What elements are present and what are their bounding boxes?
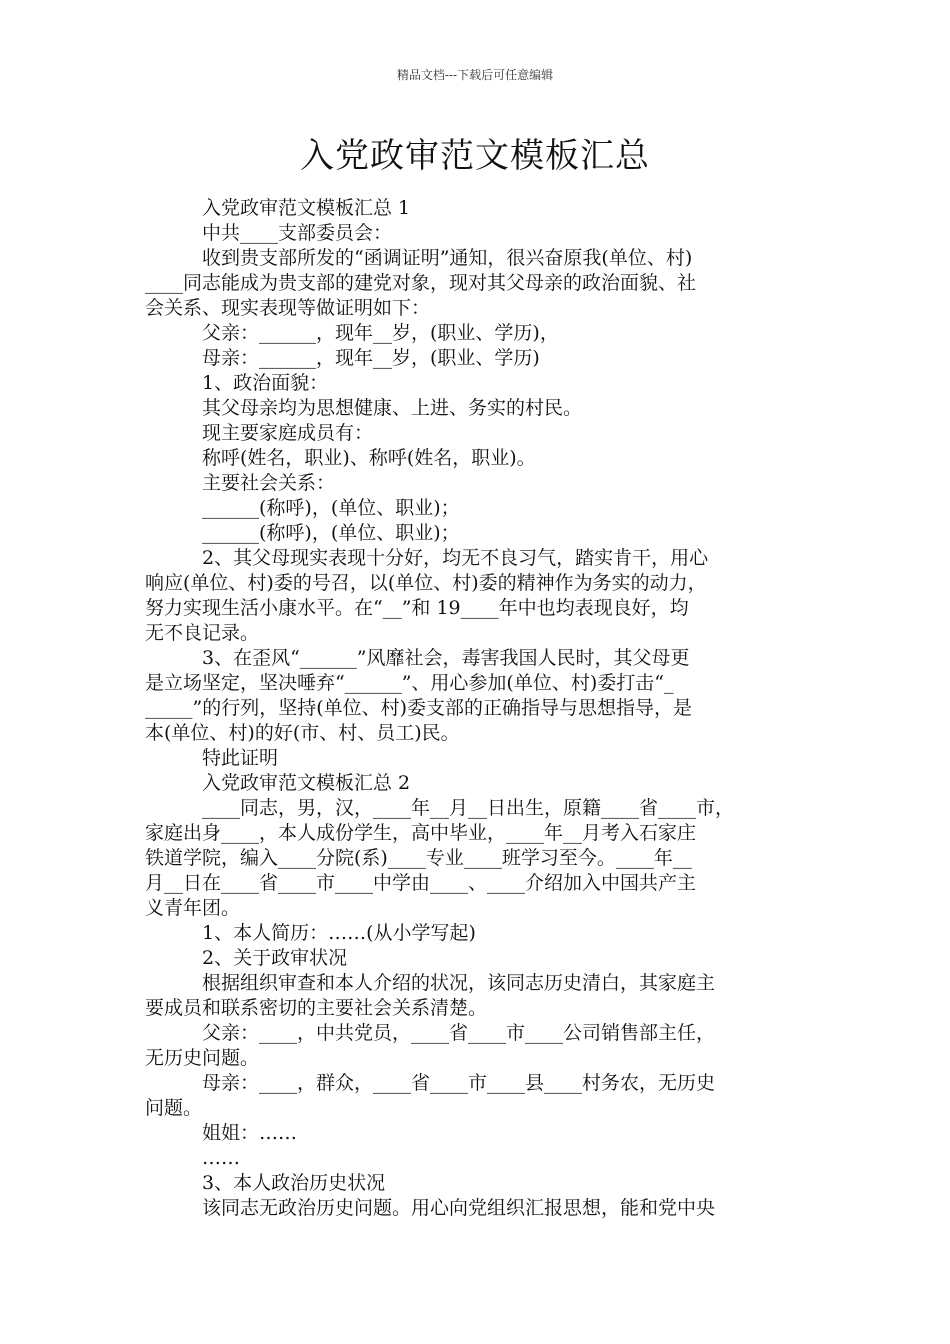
text-line: ……: [202, 1147, 240, 1169]
text-line: 收到贵支部所发的“函调证明”通知，很兴奋原我(单位、村): [202, 247, 693, 269]
text-line: 努力实现生活小康水平。在“__”和 19____年中也均表现良好，均: [145, 597, 689, 619]
text-line: 姐姐：……: [202, 1122, 298, 1144]
text-line: 是立场坚定，坚决唾弃“______”、用心参加(单位、村)委打击“_: [145, 672, 674, 694]
text-line: 1、政治面貌：: [202, 372, 329, 394]
text-line: 该同志无政治历史问题。用心向党组织汇报思想，能和党中央: [202, 1197, 716, 1219]
text-line: 义青年团。: [145, 897, 241, 919]
text-line: ______(称呼)，(单位、职业)；: [202, 522, 460, 544]
text-line: ______(称呼)，(单位、职业)；: [202, 497, 460, 519]
text-line: 无历史问题。: [145, 1047, 260, 1069]
text-line: 根据组织审查和本人介绍的状况，该同志历史清白，其家庭主: [202, 972, 716, 994]
text-line: 现主要家庭成员有：: [202, 422, 374, 444]
page-header: 精品文档---下载后可任意编辑: [396, 68, 554, 82]
text-line: 要成员和联系密切的主要社会关系清楚。: [145, 997, 488, 1019]
text-line: 会关系、现实表现等做证明如下：: [145, 297, 431, 319]
text-line: 主要社会关系：: [202, 472, 336, 494]
text-line: 响应(单位、村)委的号召，以(单位、村)委的精神作为务实的动力，: [145, 572, 707, 594]
text-line: ____同志，男，汉，____年__月__日出生，原籍____省____市，: [202, 797, 735, 819]
text-line: 2、其父母现实表现十分好，均无不良习气，踏实肯干，用心: [202, 547, 709, 569]
text-line: 3、在歪风“______”风靡社会，毒害我国人民时，其父母更: [202, 647, 690, 669]
text-line: 月__日在____省____市____中学由____、____介绍加入中国共产主: [145, 872, 697, 894]
document-title: 入党政审范文模板汇总: [300, 136, 650, 176]
text-line: 本(单位、村)的好(市、村、员工)民。: [145, 722, 460, 744]
text-line: 入党政审范文模板汇总 2: [202, 772, 411, 794]
text-line: 家庭出身____，本人成份学生，高中毕业，____年__月考入石家庄: [145, 822, 697, 844]
text-line: 1、本人简历：……(从小学写起): [202, 922, 476, 944]
text-line: _____”的行列，坚持(单位、村)委支部的正确指导与思想指导，是: [145, 697, 693, 719]
document-body: [145, 196, 807, 1221]
text-line: 称呼(姓名，职业)、称呼(姓名，职业)。: [202, 447, 536, 469]
text-line: 中共____支部委员会：: [202, 222, 393, 244]
text-line: 特此证明: [202, 747, 279, 769]
text-line: 母亲：____，群众，____省____市____县____村务农，无历史: [202, 1072, 716, 1094]
text-line: 父亲：______，现年__岁，(职业、学历)，: [202, 322, 559, 344]
text-line: 2、关于政审状况: [202, 947, 348, 969]
text-line: 母亲：______，现年__岁，(职业、学历): [202, 347, 540, 369]
text-line: 其父母亲均为思想健康、上进、务实的村民。: [202, 397, 583, 419]
text-line: 3、本人政治历史状况: [202, 1172, 386, 1194]
text-line: ____同志能成为贵支部的建党对象，现对其父母亲的政治面貌、社: [145, 272, 697, 294]
text-line: 无不良记录。: [145, 622, 260, 644]
text-line: 问题。: [145, 1097, 203, 1119]
text-line: 铁道学院，编入____分院(系)____专业____班学习至今。____年__: [145, 847, 692, 869]
text-line: 父亲：____，中共党员，____省____市____公司销售部主任，: [202, 1022, 716, 1044]
text-line: 入党政审范文模板汇总 1: [202, 197, 411, 219]
